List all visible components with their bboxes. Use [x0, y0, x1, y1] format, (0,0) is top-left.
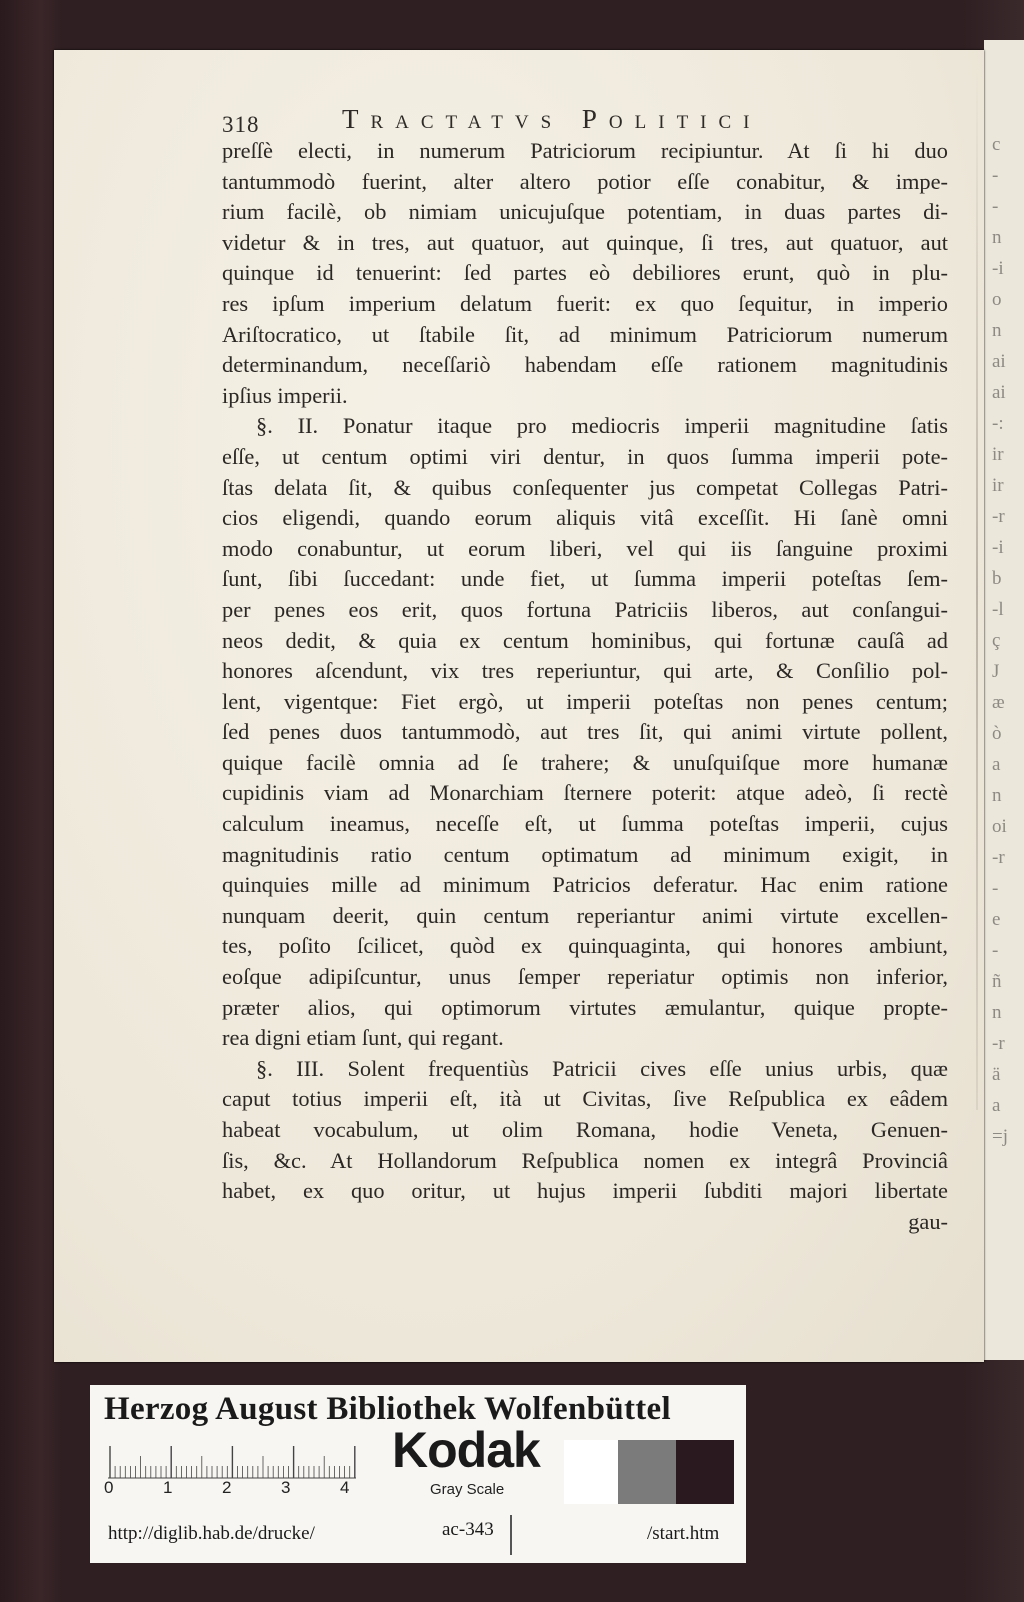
text-line: lent, vigentque: Fiet ergò, ut imperii poteſtas non penes centum;	[222, 688, 948, 714]
text-line: Ariſtocratico, ut ſtabile ſit, ad minimum Patriciorum numerum	[222, 321, 948, 347]
text-line: §. II. Ponatur itaque pro mediocris imperii magnitudine ſatis	[256, 413, 948, 439]
next-page-fragment: ç	[992, 630, 1001, 651]
kodak-logo: Kodak	[392, 1422, 540, 1478]
catchword: gau-	[908, 1208, 948, 1234]
text-line: preſſè electi, in numerum Patriciorum recipiuntur. At ſi hi duo	[222, 138, 948, 163]
next-page-fragment: -	[992, 878, 999, 899]
text-line: cupidinis viam ad Monarchiam ſternere poterit: atque adeò, ſi rectè	[222, 780, 948, 806]
library-title: Herzog August Bibliothek Wolfenbüttel	[104, 1391, 671, 1427]
text-line: calculum ineamus, neceſſe eſt, ut ſumma poteſtas imperii, cujus	[222, 811, 948, 837]
ruler-scale	[108, 1442, 368, 1482]
text-line: modo conabuntur, ut eorum liberi, vel qui iis ſanguine proximi	[222, 535, 948, 561]
text-line: ſis, &c. At Hollandorum Reſpublica nomen ex integrâ Provinciâ	[222, 1147, 948, 1173]
text-line: nunquam deerit, quin centum reperiantur animi virtute excellen-	[222, 902, 948, 928]
text-line: eoſque adipiſcuntur, unus ſemper reperiatur optimis non inferior,	[222, 964, 948, 990]
ruler-number: 1	[163, 1478, 173, 1497]
next-page-fragment: a	[992, 1095, 1001, 1116]
next-page-fragment: -:	[992, 413, 1004, 434]
next-page-fragment: æ	[992, 692, 1005, 713]
text-line: ipſius imperii.	[222, 382, 348, 408]
next-page-fragment: ñ	[992, 971, 1002, 992]
next-page-fragment: a	[992, 754, 1001, 775]
text-line: ſed penes duos tantummodò, aut tres ſit, qui animi virtute pollent,	[222, 719, 948, 745]
next-page-fragment: -r	[992, 506, 1005, 527]
text-line: neos dedit, & quia ex centum hominibus, qui fortunæ cauſâ ad	[222, 627, 948, 653]
ruler-number: 4	[340, 1478, 350, 1497]
text-line: §. III. Solent frequentiùs Patricii cives eſſe unius urbis, quæ	[256, 1055, 948, 1081]
text-line: habeat vocabulum, ut olim Romana, hodie Veneta, Genuen-	[222, 1117, 948, 1142]
next-page-fragment: ai	[992, 382, 1006, 403]
url-right: /start.htm	[647, 1523, 720, 1544]
next-page-fragment: n	[992, 227, 1002, 248]
url-left: http://diglib.hab.de/drucke/	[108, 1523, 315, 1544]
text-line: per penes eos erit, quos fortuna Patriciis liberos, aut conſangui-	[222, 596, 948, 622]
next-page-fragment: ir	[992, 475, 1004, 496]
next-page-fragment: c	[992, 134, 1001, 155]
text-line: habet, ex quo oritur, ut hujus imperii ſubditi majori libertate	[222, 1178, 948, 1204]
next-page-fragment: -	[992, 165, 999, 186]
next-page-fragment: -r	[992, 1033, 1005, 1054]
next-page-edge	[984, 40, 1024, 1360]
next-page-fragment: oi	[992, 816, 1007, 837]
text-line: magnitudinis ratio centum optimatum ad minimum exigit, in	[222, 841, 948, 867]
text-line: rea digni etiam ſunt, qui regant.	[222, 1025, 504, 1051]
next-page-fragment: =j	[992, 1126, 1008, 1147]
ruler-numbers	[104, 1478, 364, 1500]
swatch-gray	[618, 1440, 676, 1504]
next-page-fragment: ä	[992, 1064, 1001, 1085]
color-target-card	[90, 1385, 746, 1563]
next-page-fragment: -i	[992, 537, 1004, 558]
text-line: ſunt, ſibi ſuccedant: unde fiet, ut ſumma imperii poteſtas ſem-	[222, 566, 948, 592]
text-line: videtur & in tres, aut quatuor, aut quinque, ſi tres, aut quatuor, aut	[222, 229, 948, 255]
next-page-fragment: n	[992, 1002, 1002, 1023]
text-line: præter alios, qui optimorum virtutes æmulantur, quique propte-	[222, 994, 948, 1020]
next-page-fragment: -	[992, 196, 999, 217]
ruler-number: 2	[222, 1478, 232, 1497]
text-line: honores aſcendunt, vix tres reperiuntur, qui arte, & Conſilio pol-	[222, 658, 948, 684]
text-line: caput totius imperii eſt, ità ut Civitas, ſive Reſpublica ex eâdem	[222, 1086, 948, 1112]
swatch-white	[564, 1440, 618, 1504]
next-page-fragment: ò	[992, 723, 1002, 744]
ruler-number: 3	[281, 1478, 291, 1497]
page-gutter-shadow	[976, 70, 978, 1110]
text-line: determinandum, neceſſariò habendam eſſe rationem magnitudinis	[222, 352, 948, 378]
gray-scale-label: Gray Scale	[430, 1481, 505, 1498]
url-separator	[510, 1515, 512, 1555]
text-line: tantummodò fuerint, alter altero potior eſſe conabitur, & impe-	[222, 168, 948, 194]
ruler-number: 0	[104, 1478, 114, 1497]
next-page-fragment: ai	[992, 351, 1006, 372]
text-line: tes, poſito ſcilicet, quòd ex quinquaginta, qui honores ambiunt,	[222, 933, 948, 959]
text-line: rium facilè, ob nimiam unicujuſque potentiam, in duas partes di-	[222, 199, 948, 225]
text-line: quinquies mille ad minimum Patricios deferatur. Hac enim ratione	[222, 872, 948, 898]
next-page-fragment: b	[992, 568, 1002, 589]
next-page-fragment: -l	[992, 599, 1004, 620]
next-page-fragment: n	[992, 320, 1002, 341]
next-page-fragment: o	[992, 289, 1002, 310]
next-page-fragment: J	[992, 661, 1000, 682]
text-line: quique facilè omnia ad ſe trahere; & unuſquiſque more humanæ	[222, 749, 948, 775]
next-page-fragment: -i	[992, 258, 1004, 279]
text-line: eſſe, ut centum optimi viri dentur, in quos ſumma imperii pote-	[222, 443, 948, 469]
next-page-fragment: e	[992, 909, 1001, 930]
text-line: res ipſum imperium delatum fuerit: ex quo ſequitur, in imperio	[222, 290, 948, 316]
text-line: cios eligendi, quando eorum aliquis vitâ exceſſit. Hi ſanè omni	[222, 505, 948, 531]
next-page-fragment: n	[992, 785, 1002, 806]
swatch-black	[676, 1440, 734, 1504]
next-page-fragment: ir	[992, 444, 1004, 465]
body-text	[222, 136, 948, 1237]
next-page-fragment: -	[992, 940, 999, 961]
page-number: 318	[222, 112, 260, 137]
text-line: quinque id tenuerint: ſed partes eò debiliores erunt, quò in plu-	[222, 260, 948, 286]
running-head	[222, 104, 812, 138]
running-title: Tractatvs Politici	[342, 104, 762, 134]
text-line: ſtas delata ſit, & quibus conſequenter jus competat Collegas Patri-	[222, 474, 948, 500]
next-page-fragment: -r	[992, 847, 1005, 868]
shelfmark: ac-343	[442, 1519, 494, 1540]
